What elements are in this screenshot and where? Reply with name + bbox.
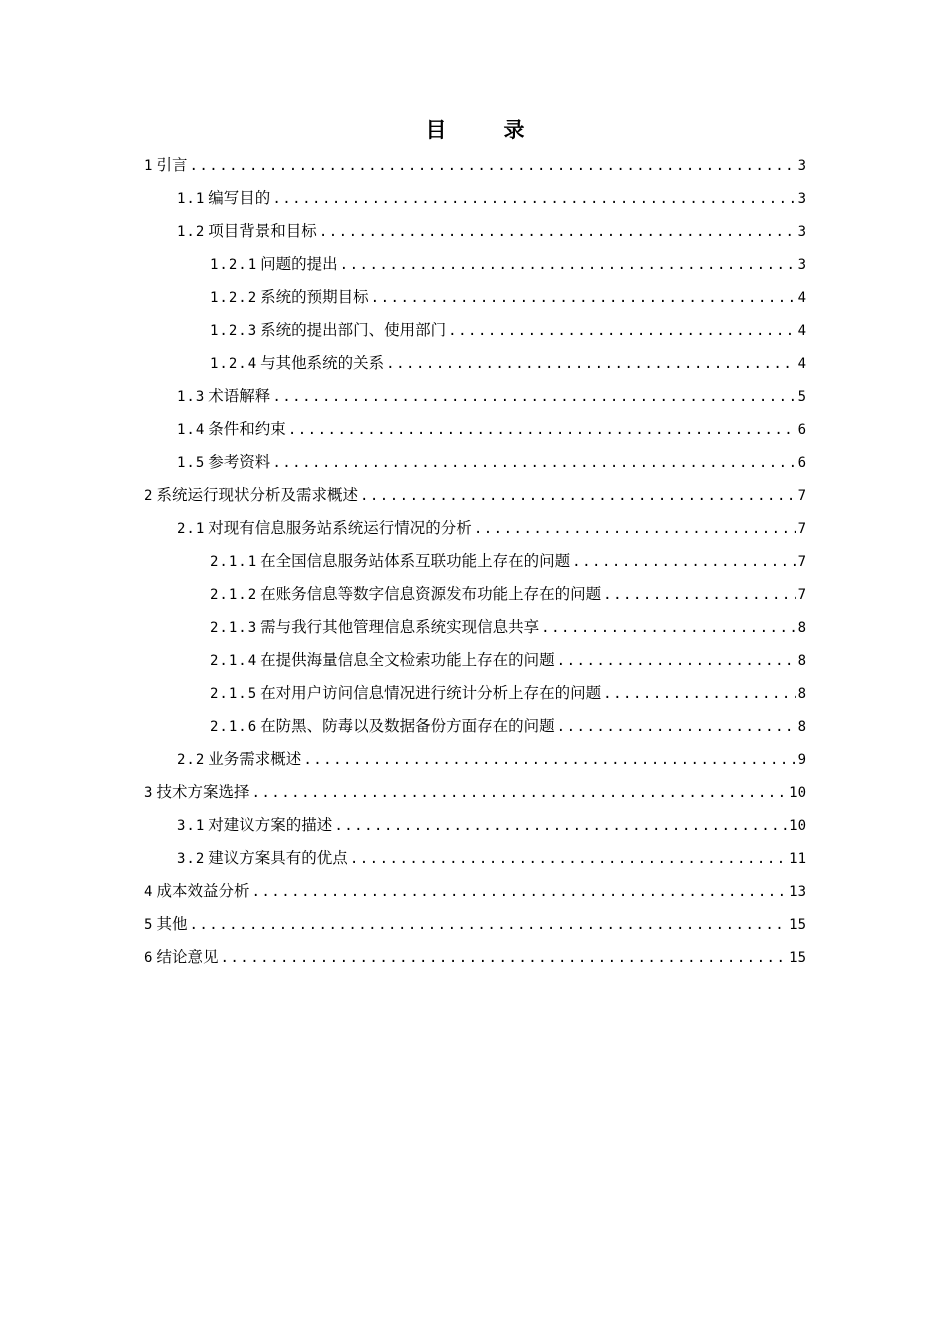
toc-entry-number: 3 — [144, 785, 154, 801]
toc-entry[interactable] — [144, 380, 806, 413]
toc-leader-dots — [189, 150, 795, 183]
toc-entry-page: 7 — [797, 554, 806, 570]
toc-entry-page: 3 — [797, 158, 806, 174]
toc-leader-dots — [557, 711, 796, 744]
toc-entry[interactable] — [144, 446, 806, 479]
toc-entry-page: 3 — [797, 224, 806, 240]
toc-entry[interactable] — [144, 413, 806, 446]
toc-entry-title: 在对用户访问信息情况进行统计分析上存在的问题 — [260, 684, 602, 702]
toc-entry-title: 建议方案具有的优点 — [208, 849, 348, 867]
toc-entry[interactable] — [144, 941, 806, 974]
toc-entry-page: 4 — [797, 290, 806, 306]
toc-leader-dots — [220, 942, 787, 975]
toc-entry[interactable] — [144, 314, 806, 347]
toc-entry[interactable] — [144, 809, 806, 842]
toc-leader-dots — [303, 744, 795, 777]
toc-entry-page: 4 — [797, 356, 806, 372]
toc-list — [144, 149, 806, 974]
toc-entry-page: 4 — [797, 323, 806, 339]
toc-entry-page: 15 — [789, 950, 806, 966]
toc-entry[interactable] — [144, 479, 806, 512]
toc-entry-title: 引言 — [156, 156, 188, 174]
toc-entry-number: 2.1 — [177, 521, 206, 537]
toc-entry-number: 1.1 — [177, 191, 206, 207]
toc-entry-page: 8 — [797, 719, 806, 735]
toc-entry[interactable] — [144, 743, 806, 776]
toc-entry-number: 1 — [144, 158, 154, 174]
toc-entry-page: 3 — [797, 257, 806, 273]
toc-entry-title: 条件和约束 — [208, 420, 286, 438]
toc-entry-number: 3.2 — [177, 851, 206, 867]
toc-leader-dots — [272, 183, 795, 216]
toc-entry-number: 2 — [144, 488, 154, 504]
toc-leader-dots — [541, 612, 795, 645]
toc-entry-page: 5 — [797, 389, 806, 405]
toc-leader-dots — [288, 414, 796, 447]
toc-entry-number: 1.2.2 — [210, 290, 258, 306]
toc-entry[interactable] — [144, 248, 806, 281]
toc-leader-dots — [251, 777, 787, 810]
toc-entry[interactable] — [144, 908, 806, 941]
toc-entry[interactable] — [144, 776, 806, 809]
toc-entry-title: 问题的提出 — [260, 255, 338, 273]
toc-entry-page: 8 — [797, 620, 806, 636]
toc-entry-page: 8 — [797, 653, 806, 669]
toc-entry-page: 7 — [797, 488, 806, 504]
toc-leader-dots — [350, 843, 787, 876]
toc-entry-page: 13 — [789, 884, 806, 900]
toc-entry-number: 1.2.3 — [210, 323, 258, 339]
toc-entry-number: 4 — [144, 884, 154, 900]
toc-title: 目 录 — [425, 117, 543, 142]
toc-entry-page: 3 — [797, 191, 806, 207]
toc-entry-title: 对建议方案的描述 — [208, 816, 333, 834]
toc-leader-dots — [572, 546, 795, 579]
toc-leader-dots — [319, 216, 796, 249]
toc-entry[interactable] — [144, 347, 806, 380]
toc-entry-title: 项目背景和目标 — [208, 222, 317, 240]
toc-entry-page: 10 — [789, 818, 806, 834]
toc-entry[interactable] — [144, 281, 806, 314]
toc-entry[interactable] — [144, 149, 806, 182]
toc-entry[interactable] — [144, 545, 806, 578]
toc-entry-title: 在账务信息等数字信息资源发布功能上存在的问题 — [260, 585, 602, 603]
toc-leader-dots — [334, 810, 787, 843]
toc-entry[interactable] — [144, 875, 806, 908]
toc-entry-number: 2.1.2 — [210, 587, 258, 603]
toc-entry-title: 业务需求概述 — [208, 750, 302, 768]
toc-leader-dots — [474, 513, 796, 546]
toc-leader-dots — [340, 249, 796, 282]
toc-entry-number: 1.5 — [177, 455, 206, 471]
toc-entry-page: 11 — [789, 851, 806, 867]
toc-leader-dots — [189, 909, 787, 942]
toc-entry-page: 9 — [797, 752, 806, 768]
toc-entry-number: 5 — [144, 917, 154, 933]
toc-entry-title: 在防黑、防毒以及数据备份方面存在的问题 — [260, 717, 555, 735]
toc-entry[interactable] — [144, 182, 806, 215]
toc-entry-page: 6 — [797, 455, 806, 471]
toc-entry-number: 2.1.6 — [210, 719, 258, 735]
toc-leader-dots — [386, 348, 795, 381]
toc-entry-title: 结论意见 — [156, 948, 219, 966]
toc-leader-dots — [251, 876, 787, 909]
toc-entry[interactable] — [144, 215, 806, 248]
toc-entry-title: 术语解释 — [208, 387, 271, 405]
toc-entry-number: 1.3 — [177, 389, 206, 405]
toc-leader-dots — [371, 282, 796, 315]
toc-entry-number: 2.1.4 — [210, 653, 258, 669]
toc-entry-number: 2.1.1 — [210, 554, 258, 570]
toc-entry-title: 系统的预期目标 — [260, 288, 369, 306]
toc-entry-number: 6 — [144, 950, 154, 966]
toc-entry-title: 系统运行现状分析及需求概述 — [156, 486, 358, 504]
toc-entry-title: 对现有信息服务站系统运行情况的分析 — [208, 519, 472, 537]
toc-leader-dots — [603, 678, 795, 711]
toc-entry-number: 3.1 — [177, 818, 206, 834]
toc-entry[interactable] — [144, 644, 806, 677]
toc-leader-dots — [272, 447, 795, 480]
toc-entry[interactable] — [144, 842, 806, 875]
toc-entry-number: 1.2.4 — [210, 356, 258, 372]
toc-leader-dots — [603, 579, 795, 612]
toc-entry-page: 7 — [797, 587, 806, 603]
toc-entry-page: 10 — [789, 785, 806, 801]
toc-entry-number: 2.1.3 — [210, 620, 258, 636]
toc-entry-title: 在全国信息服务站体系互联功能上存在的问题 — [260, 552, 571, 570]
toc-entry-title: 编写目的 — [208, 189, 271, 207]
toc-leader-dots — [272, 381, 795, 414]
toc-entry-page: 7 — [797, 521, 806, 537]
toc-entry-title: 技术方案选择 — [156, 783, 250, 801]
toc-entry-title: 在提供海量信息全文检索功能上存在的问题 — [260, 651, 555, 669]
toc-entry-number: 1.2.1 — [210, 257, 258, 273]
toc-entry-page: 8 — [797, 686, 806, 702]
toc-entry[interactable] — [144, 578, 806, 611]
toc-leader-dots — [448, 315, 795, 348]
toc-entry-number: 2.1.5 — [210, 686, 258, 702]
toc-entry-page: 6 — [797, 422, 806, 438]
toc-entry-number: 2.2 — [177, 752, 206, 768]
toc-entry-title: 参考资料 — [208, 453, 271, 471]
toc-entry[interactable] — [144, 611, 806, 644]
toc-entry-number: 1.4 — [177, 422, 206, 438]
toc-leader-dots — [557, 645, 796, 678]
toc-entry-number: 1.2 — [177, 224, 206, 240]
toc-entry[interactable] — [144, 512, 806, 545]
toc-entry[interactable] — [144, 677, 806, 710]
toc-entry-title: 成本效益分析 — [156, 882, 250, 900]
toc-entry-title: 其他 — [156, 915, 188, 933]
toc-leader-dots — [360, 480, 796, 513]
toc-entry[interactable] — [144, 710, 806, 743]
toc-entry-title: 需与我行其他管理信息系统实现信息共享 — [260, 618, 540, 636]
toc-entry-page: 15 — [789, 917, 806, 933]
toc-entry-title: 系统的提出部门、使用部门 — [260, 321, 447, 339]
toc-entry-title: 与其他系统的关系 — [260, 354, 385, 372]
